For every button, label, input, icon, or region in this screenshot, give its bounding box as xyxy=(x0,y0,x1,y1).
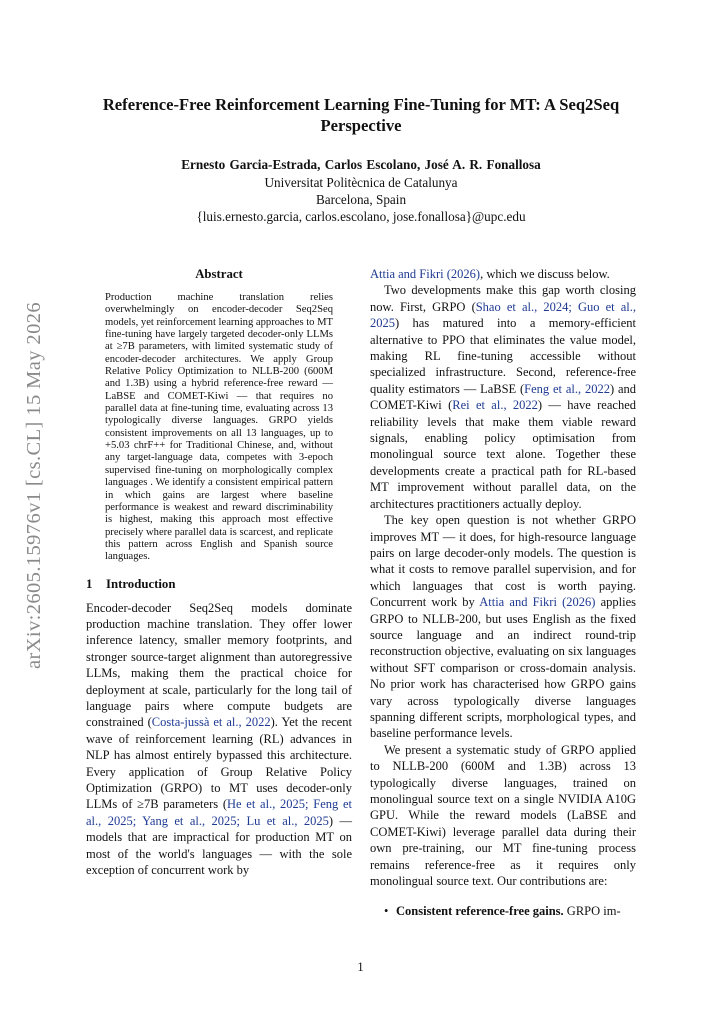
abstract-heading: Abstract xyxy=(195,267,243,281)
citation-link[interactable]: Shao et al., 2024; Guo et al., 2025 xyxy=(370,299,636,331)
page-number: 1 xyxy=(357,960,364,974)
intro-paragraph-4: We present a systematic study of GRPO applied to NLLB-200 (600M and 1.3B) across 13 typologically diverse languages, trained on monolingual source text on a single NVIDIA A10G GPU. While the reward models (LaBSE and COMET-Kiwi) leverage parallel data during their own pre-training, our MT fine-tuning process remains reference-free as it requires only monolingual source text. Our contributions are: xyxy=(370,742,636,889)
intro-paragraph-3: The key open question is not whether GRPO improves MT — it does, for high-resource language pairs on large decoder-only models. The question is what it costs to remove parallel supervision, and for which languages that cost is worth paying. Concurrent work by Attia and Fikri (2026) applies GRPO to NLLB-200, but uses English as the fixed source language and an indirect round-trip reconstruction objective, evaluating on six languages without SFT comparison or cross-domain analysis. No prior work has characterised how GRPO gains vary across typologically diverse languages spanning different scripts, morphological types, and baseline performance levels. xyxy=(370,513,636,741)
citation-link[interactable]: He et al., 2025; Feng et al., 2025; Yang et al., 2025; Lu et al., 2025 xyxy=(86,797,352,828)
bullet-heading: Consistent reference-free gains. xyxy=(396,904,564,919)
bullet-icon: • xyxy=(384,904,389,919)
section-title: Introduction xyxy=(106,576,176,591)
paper-title xyxy=(86,94,636,136)
affiliation: Universitat Politècnica de Catalunya xyxy=(264,175,458,190)
citation-link[interactable]: Feng et al., 2022 xyxy=(524,381,610,396)
author-list: Ernesto Garcia-Estrada, Carlos Escolano, José A. R. Fonallosa xyxy=(181,157,541,172)
left-column xyxy=(86,266,352,878)
arxiv-identifier: arXiv:2605.15976v1 [cs.CL] 15 May 2026 xyxy=(23,301,46,669)
right-column xyxy=(370,266,636,920)
section-number: 1 xyxy=(86,576,93,591)
title-line-1: Reference-Free Reinforcement Learning Fine-Tuning for MT: A Seq2Seq xyxy=(102,95,620,114)
section-heading-introduction xyxy=(86,576,352,592)
contribution-bullet: • Consistent reference-free gains. GRPO im- xyxy=(384,904,621,919)
citation-link[interactable]: Costa-jussà et al., 2022 xyxy=(151,715,271,730)
location: Barcelona, Spain xyxy=(315,192,407,207)
title-line-2: Perspective xyxy=(320,116,402,135)
intro-paragraph-1: Encoder-decoder Seq2Seq models dominate production machine translation. They offer lower inference latency, smaller memory footprints, and stronger source-target alignment than autoregressive LLMs, making them the practical choice for deployment at scale, particularly for the long tail of language pairs where compute budgets are constrained (Costa-jussà et al., 2022). Yet the recent wave of reinforcement learning (RL) advances in NLP has almost entirely bypassed this architecture. Every application of Group Relative Policy Optimization (GRPO) to MT uses decoder-only LLMs of ≥7B parameters (He et al., 2025; Feng et al., 2025; Yang et al., 2025; Lu et al., 2025) — models that are impractical for production MT on most of the world's languages — with the sole exception of concurrent work by xyxy=(86,600,353,878)
citation-link[interactable]: Attia and Fikri (2026) xyxy=(479,595,596,610)
abstract-text: Production machine translation relies overwhelmingly on encoder-decoder Seq2Seq models, yet reinforcement learning approaches to MT fine-tuning have largely targeted decoder-only LLMs at ≥7B parameters, with limited systematic study of encoder-decoder architectures. We apply Group Relative Policy Optimization to NLLB-200 (600M and 1.3B) using a hybrid reference-free reward — LaBSE and COMET-Kiwi — that requires no parallel data at fine-tuning time, evaluating across 13 typologically diverse languages. GRPO yields consistent improvements on all 13 languages, up to +5.03 chrF++ for Traditional Chinese, and, without any target-language data, competes with 3-epoch supervised fine-tuning on morphologically complex languages . We identify a consistent empirical pattern in which gains are largest where baseline performance is weakest and reward discriminability is highest, making this approach most effective precisely where parallel data is scarcest, and replicate this pattern across English and Spanish source languages. xyxy=(105,292,333,563)
intro-paragraph-1-continued: Attia and Fikri (2026), which we discuss below. xyxy=(370,267,610,281)
author-emails: {luis.ernesto.garcia, carlos.escolano, jose.fonallosa}@upc.edu xyxy=(196,209,526,224)
intro-paragraph-2: Two developments make this gap worth closing now. First, GRPO (Shao et al., 2024; Guo et al., 2025) has matured into a memory-efficient alternative to PPO that eliminates the value model, making RL fine-tuning accessible without specialized infrastructure. Second, reference-free quality estimators — LaBSE (Feng et al., 2022) and COMET-Kiwi (Rei et al., 2022) — have reached reliability levels that make them viable reward signals, enabling policy optimisation from monolingual source text alone. Together these developments create a practical path for RL-based MT improvement without parallel data, on the architectures practitioners actually deploy. xyxy=(370,283,636,511)
citation-link[interactable]: Rei et al., 2022 xyxy=(452,398,538,413)
citation-link[interactable]: Attia and Fikri (2026) xyxy=(370,267,481,281)
